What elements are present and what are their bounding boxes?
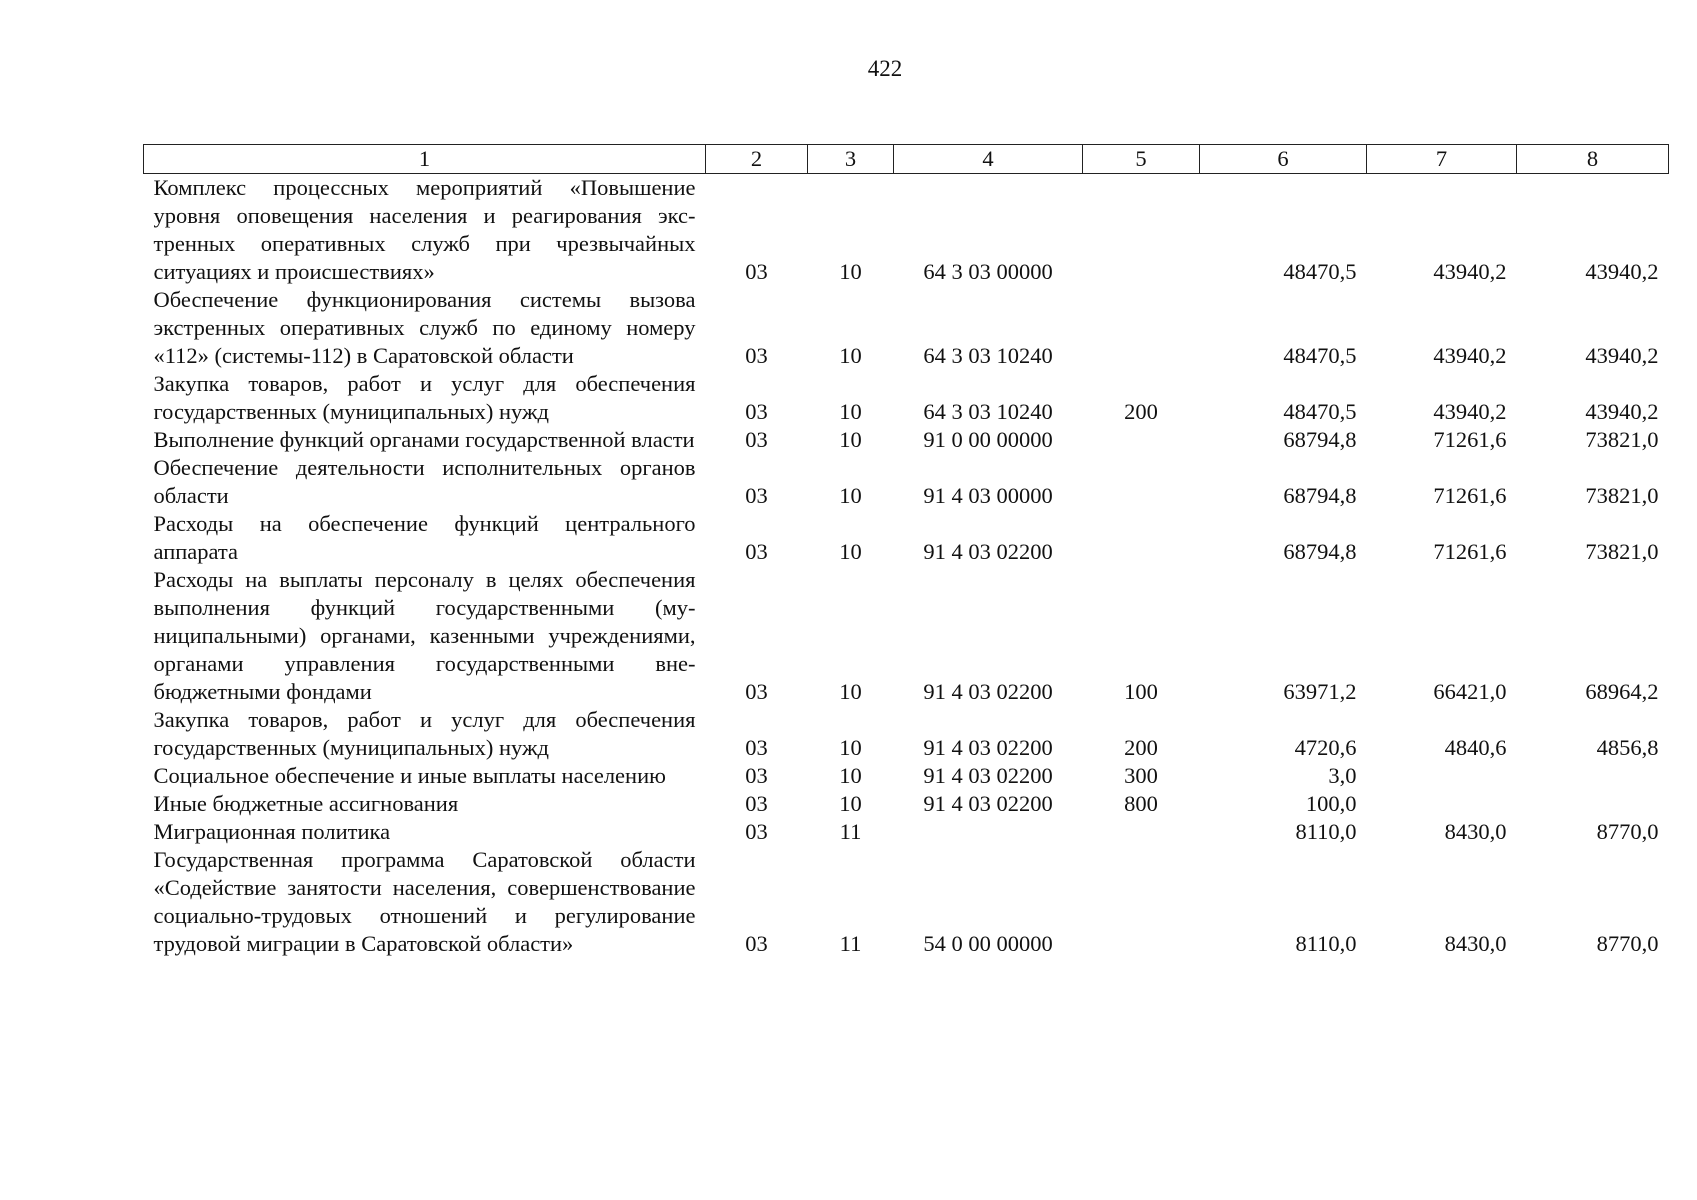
target-article-code: 54 0 00 00000 [923,931,1053,956]
section-code: 03 [745,343,768,368]
table-header [144,145,1669,174]
amount-year-2: 71261,6 [1433,427,1507,452]
amount-year-3: 73821,0 [1585,483,1659,508]
amount-year-2: 71261,6 [1433,483,1507,508]
target-article-code: 91 4 03 02200 [923,763,1053,788]
item-name: Комплекс процессных мероприятий «Повышение уровня оповещения населения и реагирования экстренных оперативных служб при чрезвычайных ситуациях и происшествиях» [153,175,696,284]
amount-year-1: 68794,8 [1283,483,1357,508]
amount-year-3: 8770,0 [1596,931,1659,956]
budget-table [143,144,1669,958]
item-name: Социальное обеспечение и иные выплаты населению [153,763,666,788]
expense-type-code: 200 [1124,735,1158,760]
item-name: Расходы на обеспечение функций центрального аппарата [153,511,696,564]
table-row [144,818,1669,846]
column-header: 6 [1200,145,1367,174]
amount-year-1: 48470,5 [1283,259,1357,284]
target-article-code: 91 0 00 00000 [923,427,1053,452]
amount-year-3: 4856,8 [1596,735,1659,760]
subsection-code: 10 [839,259,862,284]
expense-type-code [1083,286,1200,370]
section-code: 03 [745,763,768,788]
amount-year-3: 8770,0 [1596,819,1659,844]
target-article-code: 91 4 03 00000 [923,483,1053,508]
amount-year-1: 48470,5 [1283,343,1357,368]
item-name: Закупка товаров, работ и услуг для обеспечения государственных (муниципальных) нужд [153,707,696,760]
section-code: 03 [745,539,768,564]
expense-type-code: 300 [1124,763,1158,788]
amount-year-3: 68964,2 [1585,679,1659,704]
table-row [144,426,1669,454]
item-name: Иные бюджетные ассигнования [153,791,459,816]
section-code: 03 [745,931,768,956]
amount-year-1: 4720,6 [1294,735,1357,760]
item-name: Выполнение функций органами государственной власти [153,427,695,452]
expense-type-code [1083,426,1200,454]
amount-year-3 [1517,762,1669,790]
column-header: 7 [1367,145,1517,174]
expense-type-code [1083,818,1200,846]
item-name: Государственная программа Саратовской области «Содействие занятости населения, совершенствование социально-трудовых отношений и регулирование трудовой миграции в Саратовской области» [153,847,696,956]
table-row [144,846,1669,958]
table-row [144,762,1669,790]
column-header: 5 [1083,145,1200,174]
header-row [144,145,1669,174]
item-name: Обеспечение функционирования системы вызова экстренных оперативных служб по единому номеру «112» (системы-112) в Саратовской области [153,287,696,368]
subsection-code: 10 [839,679,862,704]
subsection-code: 10 [839,343,862,368]
section-code: 03 [745,735,768,760]
target-article-code: 64 3 03 10240 [923,343,1053,368]
amount-year-1: 8110,0 [1295,819,1357,844]
amount-year-2: 43940,2 [1433,343,1507,368]
amount-year-2: 71261,6 [1433,539,1507,564]
amount-year-2: 43940,2 [1433,399,1507,424]
amount-year-3: 43940,2 [1585,399,1659,424]
amount-year-3: 73821,0 [1585,427,1659,452]
section-code: 03 [745,791,768,816]
amount-year-2: 4840,6 [1444,735,1507,760]
subsection-code: 10 [839,427,862,452]
expense-type-code [1083,454,1200,510]
column-header: 2 [706,145,808,174]
target-article-code: 91 4 03 02200 [923,539,1053,564]
amount-year-1: 63971,2 [1283,679,1357,704]
expense-type-code: 100 [1124,679,1158,704]
subsection-code: 10 [839,483,862,508]
column-header: 3 [808,145,894,174]
section-code: 03 [745,819,768,844]
subsection-code: 10 [839,539,862,564]
amount-year-2 [1367,790,1517,818]
table-row [144,286,1669,370]
subsection-code: 10 [839,735,862,760]
column-header: 1 [144,145,706,174]
amount-year-1: 68794,8 [1283,539,1357,564]
amount-year-3: 43940,2 [1585,343,1659,368]
expense-type-code [1083,174,1200,287]
expense-type-code: 200 [1124,399,1158,424]
amount-year-2: 8430,0 [1444,931,1507,956]
subsection-code: 10 [839,763,862,788]
item-name: Обеспечение деятельности исполнительных органов области [153,455,696,508]
table-row [144,454,1669,510]
subsection-code: 11 [839,931,862,956]
target-article-code: 91 4 03 02200 [923,679,1053,704]
table-row [144,706,1669,762]
amount-year-2: 8430,0 [1444,819,1507,844]
target-article-code: 64 3 03 00000 [923,259,1053,284]
subsection-code: 11 [839,819,862,844]
table-row [144,566,1669,706]
table-row [144,510,1669,566]
amount-year-1: 100,0 [1305,791,1357,816]
target-article-code: 91 4 03 02200 [923,735,1053,760]
section-code: 03 [745,259,768,284]
subsection-code: 10 [839,791,862,816]
page-number: 422 [867,56,903,81]
table-body [144,174,1669,959]
column-header: 8 [1517,145,1669,174]
amount-year-2: 66421,0 [1433,679,1507,704]
target-article-code: 64 3 03 10240 [923,399,1053,424]
amount-year-2: 43940,2 [1433,259,1507,284]
subsection-code: 10 [839,399,862,424]
amount-year-3 [1517,790,1669,818]
expense-type-code [1083,510,1200,566]
amount-year-1: 68794,8 [1283,427,1357,452]
amount-year-2 [1367,762,1517,790]
table-row [144,370,1669,426]
amount-year-1: 3,0 [1328,763,1357,788]
column-header: 4 [894,145,1083,174]
section-code: 03 [745,399,768,424]
table-row [144,790,1669,818]
expense-type-code: 800 [1124,791,1158,816]
item-name: Закупка товаров, работ и услуг для обеспечения государственных (муниципальных) нужд [153,371,696,424]
section-code: 03 [745,427,768,452]
amount-year-1: 8110,0 [1295,931,1357,956]
target-article-code [894,818,1083,846]
section-code: 03 [745,483,768,508]
amount-year-3: 73821,0 [1585,539,1659,564]
section-code: 03 [745,679,768,704]
amount-year-1: 48470,5 [1283,399,1357,424]
expense-type-code [1083,846,1200,958]
item-name: Миграционная политика [153,819,391,844]
table-row [144,174,1669,287]
amount-year-3: 43940,2 [1585,259,1659,284]
item-name: Расходы на выплаты персоналу в целях обеспечения выполнения функций государственными (муниципальными) органами, казенными учреждениями, органами управления государственными внебюджетными фондами [153,567,696,704]
target-article-code: 91 4 03 02200 [923,791,1053,816]
